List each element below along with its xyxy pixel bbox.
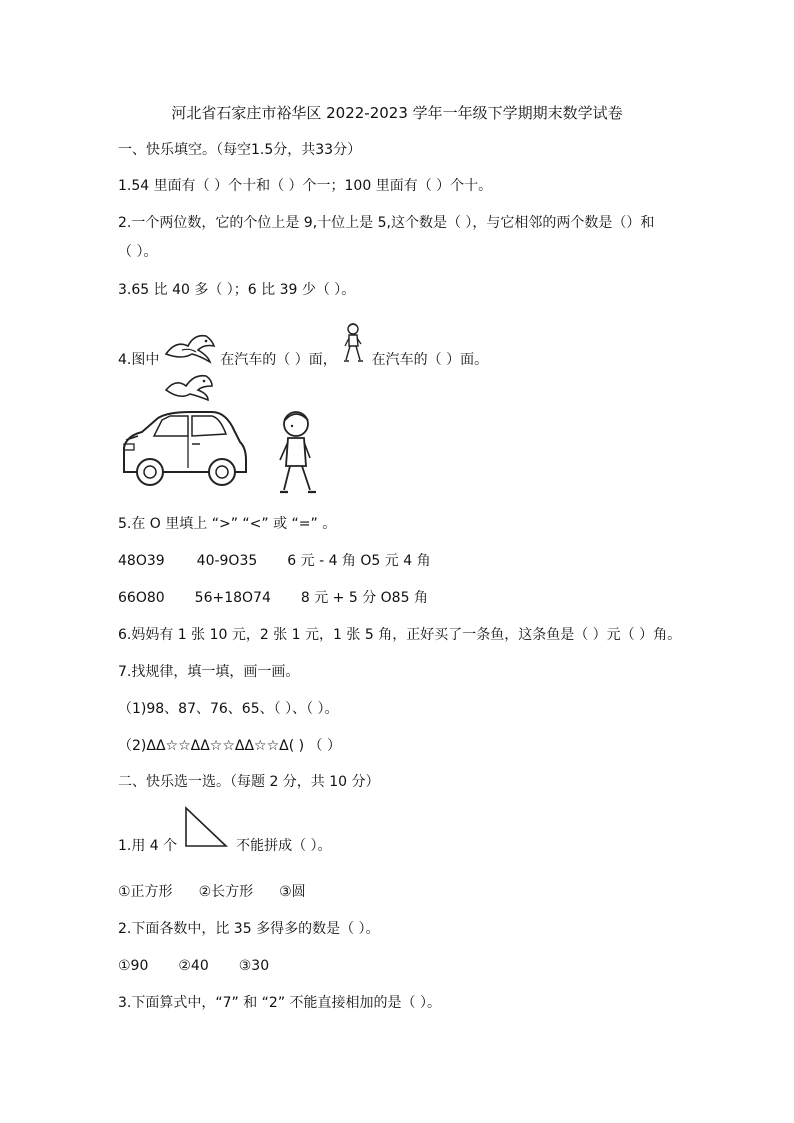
boy-picture xyxy=(341,322,367,381)
q2-1-text-post: 不能拼成（ ）。 xyxy=(236,838,332,854)
question-1-7: 7.找规律，填一填，画一画。 xyxy=(118,664,300,680)
section1-header: 一、快乐填空。（每空1.5分，共33分） xyxy=(118,142,362,158)
q2-1-option-1: ①正方形 xyxy=(118,884,173,900)
question-2-1 xyxy=(118,806,332,862)
q2-2-options xyxy=(118,957,269,975)
scene-car xyxy=(124,412,246,485)
car-scene-picture xyxy=(120,372,328,502)
section2-header: 二、快乐选一选。（每题 2 分，共 10 分） xyxy=(118,774,380,790)
page-title: 河北省石家庄市裕华区 2022-2023 学年一年级下学期期末数学试卷 xyxy=(171,104,623,122)
q2-1-option-2: ②长方形 xyxy=(198,884,254,900)
q4-text-mid: 在汽车的（ ）面， xyxy=(220,352,337,368)
q5-row2-item1: 66O80 xyxy=(118,590,165,606)
question-1-7-1: （1)98、87、76、65、（ ）、（ ）。 xyxy=(118,701,339,717)
q4-text-pre: 4.图中 xyxy=(118,352,160,368)
q5-row-2 xyxy=(118,589,428,607)
question-1-1: 1.54 里面有（ ）个十和（ ）个一；100 里面有（ ）个十。 xyxy=(118,178,493,194)
right-triangle-picture xyxy=(182,806,232,874)
q5-row1-item3: 6 元 - 4 角 O5 元 4 角 xyxy=(287,553,431,569)
question-1-2-line2: （ ）。 xyxy=(118,244,158,260)
q2-1-options xyxy=(118,883,306,901)
q5-row2-item3: 8 元 + 5 分 O85 角 xyxy=(300,590,428,606)
question-2-2: 2.下面各数中，比 35 多得多的数是（ ）。 xyxy=(118,921,380,937)
question-1-5: 5.在 O 里填上 “>” “<” 或 “=” 。 xyxy=(118,516,337,532)
q2-2-option-2: ②40 xyxy=(178,958,209,974)
q5-row-1 xyxy=(118,552,431,570)
question-1-3: 3.65 比 40 多（ ）；6 比 39 少（ ）。 xyxy=(118,282,356,298)
q2-1-text-pre: 1.用 4 个 xyxy=(118,838,178,854)
question-1-7-2: （2)ΔΔ☆☆ΔΔ☆☆ΔΔ☆☆Δ( ) （ ） xyxy=(118,738,341,754)
question-1-2-line1: 2.一个两位数，它的个位上是 9,十位上是 5,这个数是（ ），与它相邻的两个数是（）和 xyxy=(118,215,655,231)
q5-row2-item2: 56+18O74 xyxy=(194,590,271,606)
scene-boy xyxy=(280,412,316,492)
question-1-4 xyxy=(118,322,489,368)
q5-row1-item1: 48O39 xyxy=(118,553,165,569)
question-2-3: 3.下面算式中，“7” 和 “2” 不能直接相加的是（ ）。 xyxy=(118,995,441,1011)
q4-text-post: 在汽车的（ ）面。 xyxy=(371,352,489,368)
q5-row1-item2: 40-9O35 xyxy=(196,553,258,569)
q2-2-option-1: ①90 xyxy=(118,958,149,974)
q2-2-option-3: ③30 xyxy=(238,958,270,974)
scene-bird xyxy=(166,376,212,400)
q2-1-option-3: ③圆 xyxy=(279,884,306,900)
question-1-6: 6.妈妈有 1 张 10 元，2 张 1 元，1 张 5 角，正好买了一条鱼，这条鱼是（ ）元（ ）角。 xyxy=(118,627,682,643)
